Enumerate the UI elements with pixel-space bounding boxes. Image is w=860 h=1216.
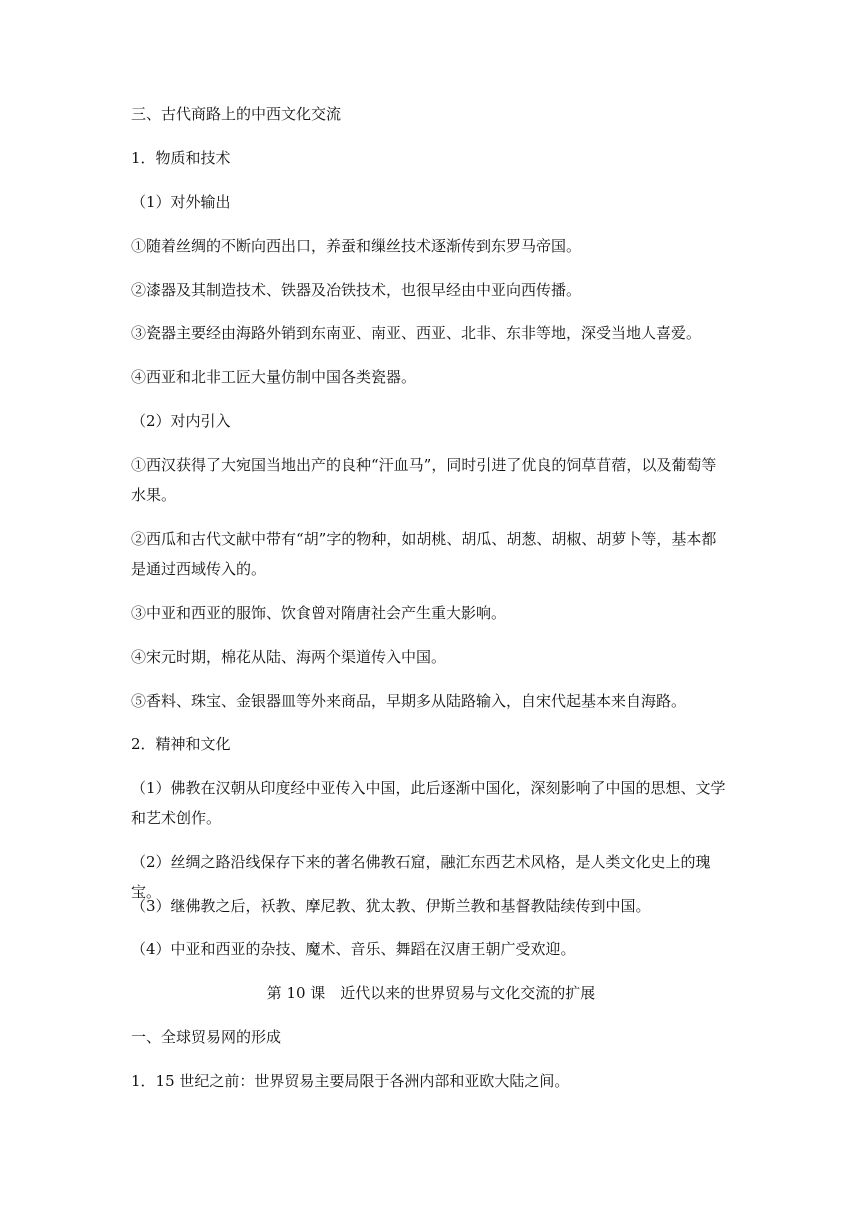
sub-subsection-heading: （1）对外输出 bbox=[131, 193, 231, 211]
paragraph: ⑤香料、珠宝、金银器皿等外来商品，早期多从陆路输入，自宋代起基本来自海路。 bbox=[131, 692, 687, 710]
sub-subsection-heading: （2）对内引入 bbox=[131, 412, 231, 430]
paragraph: ③中亚和西亚的服饰、饮食曾对隋唐社会产生重大影响。 bbox=[131, 604, 507, 622]
paragraph: （2）丝绸之路沿线保存下来的著名佛教石窟，融汇东西艺术风格，是人类文化史上的瑰宝。 bbox=[131, 853, 711, 901]
subsection-heading: 1．物质和技术 bbox=[131, 149, 231, 167]
section-heading: 一、全球贸易网的形成 bbox=[131, 1028, 282, 1046]
paragraph: ②西瓜和古代文献中带有“胡”字的物种，如胡桃、胡瓜、胡葱、胡椒、胡萝卜等，基本都是通过西域传入的。 bbox=[131, 530, 717, 578]
paragraph: ②漆器及其制造技术、铁器及冶铁技术，也很早经由中亚向西传播。 bbox=[131, 281, 582, 299]
paragraph: ④西亚和北非工匠大量仿制中国各类瓷器。 bbox=[131, 368, 417, 386]
paragraph: （4）中亚和西亚的杂技、魔术、音乐、舞蹈在汉唐王朝广受欢迎。 bbox=[131, 940, 576, 958]
paragraph: ①西汉获得了大宛国当地出产的良种“汗血马”，同时引进了优良的饲草苜蓿，以及葡萄等水果。 bbox=[131, 456, 717, 504]
paragraph: 1．15 世纪之前：世界贸易主要局限于各洲内部和亚欧大陆之间。 bbox=[131, 1072, 570, 1090]
subsection-heading: 2．精神和文化 bbox=[131, 735, 231, 753]
lesson-title: 第 10 课 近代以来的世界贸易与文化交流的扩展 bbox=[266, 984, 596, 1002]
section-heading: 三、古代商路上的中西文化交流 bbox=[131, 105, 342, 123]
paragraph: （1）佛教在汉朝从印度经中亚传入中国，此后逐渐中国化，深刻影响了中国的思想、文学和艺术创作。 bbox=[131, 779, 726, 827]
paragraph: （3）继佛教之后，袄教、摩尼教、犹太教、伊斯兰教和基督教陆续传到中国。 bbox=[131, 897, 651, 915]
paragraph: ④宋元时期，棉花从陆、海两个渠道传入中国。 bbox=[131, 648, 447, 666]
paragraph: ③瓷器主要经由海路外销到东南亚、南亚、西亚、北非、东非等地，深受当地人喜爱。 bbox=[131, 324, 702, 342]
paragraph: ①随着丝绸的不断向西出口，养蚕和缫丝技术逐渐传到东罗马帝国。 bbox=[131, 237, 582, 255]
